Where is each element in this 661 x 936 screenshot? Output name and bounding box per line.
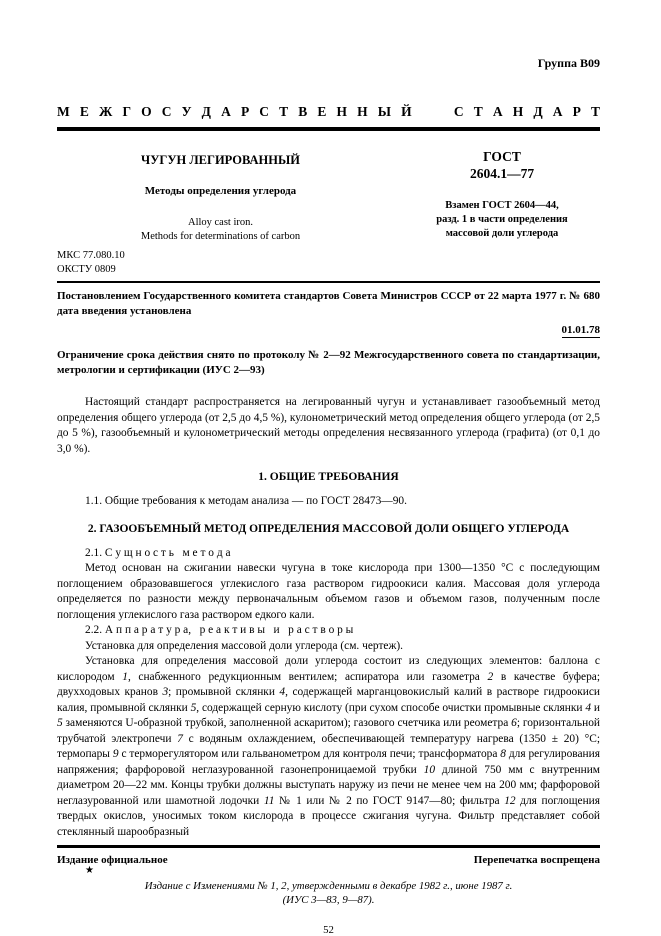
gost-number: 2604.1—77 xyxy=(469,166,535,181)
footer-row xyxy=(57,854,600,866)
edition-note-line1: Издание с Изменениями № 1, 2, утвержденными в декабре 1982 г., июне 1987 г. xyxy=(144,880,513,892)
clause-2-2-intro: Установка для определения массовой доли углерода (см. чертеж). xyxy=(85,639,404,652)
okstu-code: ОКСТУ 0809 xyxy=(57,263,116,275)
standard-designation xyxy=(404,148,600,182)
footer-rule xyxy=(57,845,600,848)
page-number: 52 xyxy=(323,924,334,936)
replaces-note xyxy=(404,199,600,241)
gost-label: ГОСТ xyxy=(483,149,521,164)
document-title-en xyxy=(57,216,384,244)
clause-2-2-apparatus: Установка для определения массовой доли углерода состоит из следующих элементов: баллона с кислородом 1, снабженного редукционным вентилем; аспиратора или газометра 2 в качестве буфера; двухходовых кранов 3; промывной склянки 4, содержащей марганцовокислый калий в растворе гидроокиси калия, промывной склянки 5, содержащей серную кислоту (при сухом способе очистки промывные склянки 4 и 5 заменяются U-образной трубкой, заполненной аскаритом); газового счетчика или реометра 6; горизонтальной трубчатой электропечи 7 с водяным охлаждением, обеспечивающей температуру нагрева (1350 ± 20) °С; термопары 9 с терморегулятором или гальванометром для контроля печи; трансформатора 8 для регулирования напряжения; фарфоровой неглазурованной газонепроницаемой трубки 10 длиной 750 мм с внутренним диаметром 20—22 мм. Концы трубки должны выступать наружу из печи не менее чем на 200 мм; фарфоровой неглазурованной или шамотной лодочки 11 № 1 или № 2 по ГОСТ 9147—80; фильтра 12 для поглощения твердых окислов, уносимых током кислорода в процессе сжигания чугуна. Фильтр представляет собой стеклянный шарообразный xyxy=(57,655,601,838)
replaces-line2: разд. 1 в части определения xyxy=(436,214,568,225)
clause-2-1-heading: 2.1. С у щ н о с т ь м е т о д а xyxy=(85,546,231,559)
group-label: Группа В09 xyxy=(537,56,600,70)
section-1-heading: 1. ОБЩИЕ ТРЕБОВАНИЯ xyxy=(258,471,399,483)
title-en-line1: Alloy cast iron. xyxy=(187,217,254,228)
replaces-line3: массовой доли углерода xyxy=(445,228,559,239)
section-2-heading: 2. ГАЗООБЪЕМНЫЙ МЕТОД ОПРЕДЕЛЕНИЯ МАССОВОЙ ДОЛИ ОБЩЕГО УГЛЕРОДА xyxy=(87,522,570,535)
edition-note-line2: (ИУС 3—83, 9—87). xyxy=(282,894,375,906)
title-en-line2: Methods for determinations of carbon xyxy=(140,231,301,242)
mks-code: МКС 77.080.10 xyxy=(57,250,125,261)
title-block xyxy=(57,146,600,244)
clause-2-2-heading: 2.2. А п п а р а т у р а, р е а к т и в ы и р а с т в о р ы xyxy=(85,624,354,636)
standard-type-banner: М Е Ж Г О С У Д А Р С Т В Е Н Н Ы Й С Т А Н Д А Р Т xyxy=(57,104,600,131)
document-subtitle-ru: Методы определения углерода xyxy=(144,185,297,197)
footnote-star-icon: ★ xyxy=(85,865,94,876)
official-edition-label: Издание официальное xyxy=(57,854,168,866)
document-title-ru: ЧУГУН ЛЕГИРОВАННЫЙ xyxy=(141,153,300,167)
effective-date: 01.01.78 xyxy=(561,324,600,336)
edition-note xyxy=(57,879,600,907)
title-block-left xyxy=(57,146,404,244)
title-block-right xyxy=(404,146,600,244)
effective-date-line xyxy=(57,320,600,338)
enactment-decree: Постановлением Государственного комитета стандартов Совета Министров СССР от 22 марта 1977 г. № 680 дата введения установлена xyxy=(57,290,600,317)
limitation-note: Ограничение срока действия снято по протоколу № 2—92 Межгосударственного совета по стандартизации, метрологии и сертификации (ИУС 2—93) xyxy=(57,349,600,376)
clause-1-1: 1.1. Общие требования к методам анализа — по ГОСТ 28473—90. xyxy=(85,495,407,507)
divider-rule xyxy=(57,281,600,283)
classification-codes xyxy=(57,249,600,276)
reprint-prohibited-label: Перепечатка воспрещена xyxy=(473,854,600,866)
scope-paragraph: Настоящий стандарт распространяется на легированный чугун и устанавливает газообъемный метод определения общего углерода (от 2,5 до 4,5 %), кулонометрический метод определения общего углерода (от 2,5 до 5 %), газообъемный и кулонометрический методы определения несвязанного углерода (графита) (от 0,1 до 3,0 %). xyxy=(57,396,600,455)
replaces-line1: Взамен ГОСТ 2604—44, xyxy=(445,200,559,211)
clause-2-1-text: Метод основан на сжигании навески чугуна в токе кислорода при 1300—1350 °С с последующим поглощением образовавшегося углекислого газа раствором гидроокиси калия. Массовая доля углерода определяется по разности между первоначальным объемом газов и объемом газов, полученным после поглощения углекислого газа раствором едкого кали. xyxy=(57,562,600,621)
